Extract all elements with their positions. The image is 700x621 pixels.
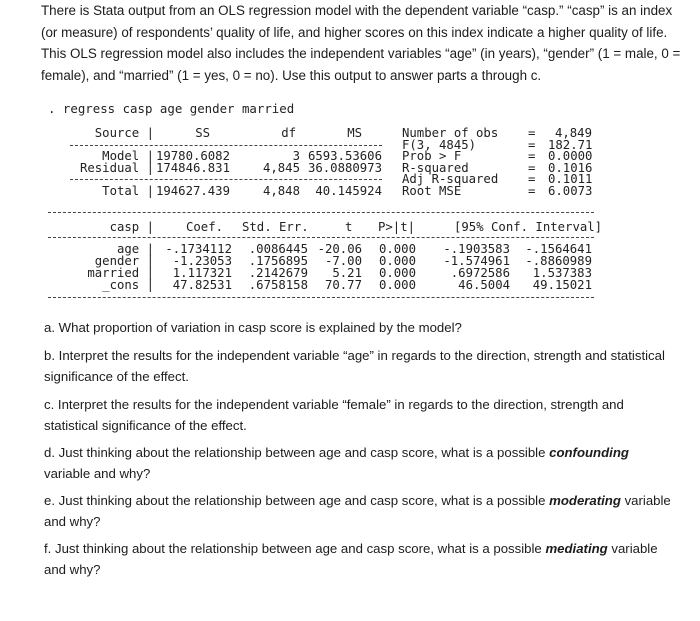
coef-row-coef: 47.82531 <box>172 278 232 292</box>
coef-row-var: age | <box>116 242 154 256</box>
question-f <box>44 539 674 580</box>
stat-value: 182.71 <box>548 138 593 152</box>
coef-row-lo: 46.5004 <box>458 278 510 292</box>
anova-row-ss: 19780.6082 <box>155 149 230 163</box>
coef-row-p: 0.000 <box>378 242 416 256</box>
question-f-text-end: variable and why? <box>44 541 658 577</box>
coef-row-var: _cons | <box>102 278 154 292</box>
anova-row-label: Residual | <box>79 161 154 175</box>
question-f-text: f. Just thinking about the relationship between age and casp score, what is a possible <box>44 541 546 556</box>
question-d-text-end: variable and why? <box>44 465 151 481</box>
anova-header-ss: SS <box>195 126 210 140</box>
stat-label: Number of obs <box>402 126 499 140</box>
stata-command: . regress casp age gender married <box>48 101 295 116</box>
anova-row-ms: 36.0880973 <box>307 161 382 175</box>
anova-divider <box>70 179 382 180</box>
coef-divider <box>48 237 594 238</box>
anova-row-ms: 6593.53606 <box>307 149 382 163</box>
coef-row-coef: -.1734112 <box>165 242 232 256</box>
coef-row-p: 0.000 <box>378 278 416 292</box>
stat-equals: = <box>528 161 536 175</box>
coef-row-hi: -.1564641 <box>525 242 592 256</box>
anova-row-label: Total | <box>102 184 154 198</box>
question-c-text: c. Interpret the results for the independent variable “female” in regards to the direction, strength and statistical significance of the effect. <box>44 397 624 433</box>
coef-header-p: P>|t| <box>378 220 416 234</box>
anova-row-ss: 174846.831 <box>155 161 230 175</box>
question-d-keyword: confounding <box>549 445 629 460</box>
coef-row-p: 0.000 <box>378 266 416 280</box>
anova-row-df: 3 <box>292 149 300 163</box>
intro-text: There is Stata output from an OLS regression model with the dependent variable “casp.” “casp” is an index (or measure) of respondents’ quality of life, and higher scores on this index indicate a higher quality of life. This OLS regression model also includes the independent variables “age” (in years), “gender” (1 = male, 0 = female), and “married” (1 = yes, 0 = no). Use this output to answer parts a through c. <box>41 3 681 83</box>
anova-row-label: Model | <box>102 149 154 163</box>
stat-value: 0.1016 <box>548 161 593 175</box>
coef-header-ci: [95% Conf. Interval] <box>454 220 603 234</box>
coef-row-se: .0086445 <box>248 242 308 256</box>
stat-label: Adj R-squared <box>402 172 499 186</box>
stat-equals: = <box>528 149 536 163</box>
coef-row-se: .2142679 <box>248 266 308 280</box>
anova-row-df: 4,845 <box>262 161 300 175</box>
question-e-keyword: moderating <box>549 493 621 508</box>
stat-label: R-squared <box>402 161 469 175</box>
coef-row-hi: 49.15021 <box>532 278 592 292</box>
question-d-text: d. Just thinking about the relationship between age and casp score, what is a possible <box>44 445 550 460</box>
question-d <box>44 443 674 484</box>
stat-equals: = <box>528 126 536 140</box>
anova-row-ms: 40.145924 <box>315 184 382 198</box>
coef-header-t: t <box>345 220 353 234</box>
coef-divider <box>48 297 594 298</box>
anova-row-ss: 194627.439 <box>155 184 230 198</box>
coef-row-t: -7.00 <box>324 254 362 268</box>
stat-equals: = <box>528 138 536 152</box>
question-b <box>44 346 674 387</box>
coef-row-t: -20.06 <box>317 242 362 256</box>
anova-divider <box>70 145 382 146</box>
coef-row-coef: 1.117321 <box>172 266 232 280</box>
coef-row-lo: -.1903583 <box>443 242 510 256</box>
stat-label: Root MSE <box>402 184 462 198</box>
coef-header-se: Std. Err. <box>242 220 309 234</box>
question-e-text: e. Just thinking about the relationship between age and casp score, what is a possible <box>44 493 550 508</box>
question-c <box>44 395 674 436</box>
question-e-text-end: variable and why? <box>44 493 671 529</box>
coef-row-hi: 1.537383 <box>532 266 592 280</box>
stat-value: 6.0073 <box>548 184 593 198</box>
coef-divider <box>48 212 594 213</box>
question-a-text: a. What proportion of variation in casp score is explained by the model? <box>44 320 462 335</box>
stat-value: 0.1011 <box>548 172 593 186</box>
coef-row-coef: -1.23053 <box>172 254 232 268</box>
coef-header-coef: Coef. <box>186 220 224 234</box>
coef-row-t: 70.77 <box>324 278 362 292</box>
coef-row-var: gender | <box>94 254 154 268</box>
stat-label: F(3, 4845) <box>402 138 477 152</box>
intro-paragraph <box>41 0 681 86</box>
coef-row-var: married | <box>87 266 154 280</box>
stat-equals: = <box>528 172 536 186</box>
coef-row-lo: -1.574961 <box>443 254 510 268</box>
stat-value: 0.0000 <box>548 149 593 163</box>
question-f-keyword: mediating <box>545 541 608 556</box>
anova-header-ms: MS <box>347 126 362 140</box>
question-e <box>44 491 674 532</box>
coef-row-hi: -.8860989 <box>525 254 592 268</box>
coef-row-se: .6758158 <box>248 278 308 292</box>
coef-row-t: 5.21 <box>332 266 362 280</box>
anova-header-source: Source | <box>94 126 154 140</box>
stat-value: 4,849 <box>554 126 592 140</box>
coef-header-var: casp | <box>109 220 154 234</box>
question-b-text: b. Interpret the results for the independent variable “age” in regards to the direction, strength and statistical significance of the effect. <box>44 348 665 384</box>
anova-row-df: 4,848 <box>262 184 300 198</box>
coef-row-p: 0.000 <box>378 254 416 268</box>
stat-label: Prob > F <box>402 149 462 163</box>
stat-equals: = <box>528 184 536 198</box>
coef-row-se: .1756895 <box>248 254 308 268</box>
anova-header-df: df <box>281 126 296 140</box>
question-a <box>44 318 674 339</box>
coef-row-lo: .6972586 <box>450 266 510 280</box>
